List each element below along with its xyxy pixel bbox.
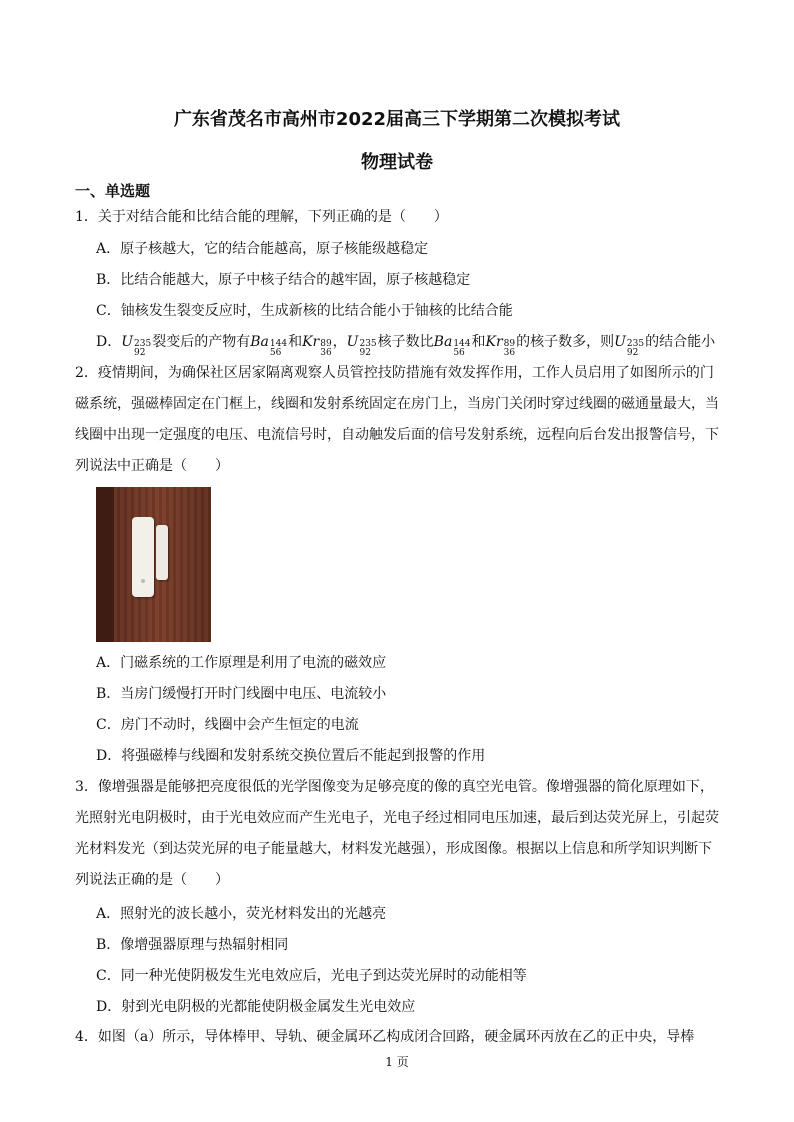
page-subtitle: 物理试卷	[361, 152, 433, 173]
page-title: 广东省茂名市高州市2022届高三下学期第二次模拟考试	[173, 109, 621, 130]
nuclide-barium: Ba 144 56	[433, 334, 471, 358]
door-frame-edge	[96, 487, 114, 642]
nuclide-uranium: U 235 92	[614, 334, 645, 358]
question-3-option-c: C．同一种光使阴极发生光电效应后，光电子到达荧光屏时的动能相等	[96, 968, 527, 984]
sensor-unit	[132, 517, 154, 597]
question-2-stem: 2．疫情期间，为确保社区居家隔离观察人员管控技防措施有效发挥作用，工作人员启用了如图所示的门磁系统，强磁棒固定在门框上，线圈和发射系统固定在房门上，当房门关闭时穿过线圈的磁通量最大，当线圈中出现一定强度的电压、电流信号时，自动触发后面的信号发射系统，远程向后台发出报警信号，下列说法中正确是（ ）	[75, 365, 719, 474]
question-4-stem: 4．如图（a）所示，导体棒甲、导轨、硬金属环乙构成闭合回路，硬金属环丙放在乙的正中央，导棒	[75, 1029, 695, 1045]
magnet-bar	[156, 525, 168, 580]
text-segment: 的结合能小	[645, 334, 716, 350]
nuclide-uranium: U 235 92	[346, 334, 377, 358]
section-heading: 一、单选题	[75, 182, 151, 200]
nuclide-barium: Ba 144 56	[250, 334, 288, 358]
nuclide-krypton: Kr 89 36	[485, 334, 516, 358]
question-2-option-d: D．将强磁棒与线圈和发射系统交换位置后不能起到报警的作用	[96, 748, 486, 764]
question-1-option-b: B．比结合能越大，原子中核子结合的越牢固，原子核越稳定	[96, 272, 471, 288]
question-2-option-c: C．房门不动时，线圈中会产生恒定的电流	[96, 717, 359, 733]
text-segment: 核子数比	[377, 334, 434, 350]
question-3-stem: 3．像增强器是能够把亮度很低的光学图像变为足够亮度的像的真空光电管。像增强器的简化原理如下，光照射光电阴极时，由于光电效应而产生光电子，光电子经过相同电压加速，最后到达荧光屏上，引起荧光材料发光（到达荧光屏的电子能量越大，材料发光越强），形成图像。根据以上信息和所学知识判断下列说法正确的是（ ）	[75, 779, 719, 888]
nuclide-krypton: Kr 89 36	[302, 334, 332, 358]
text-segment: 裂变后的产物有	[152, 334, 251, 350]
question-3-option-b: B．像增强器原理与热辐射相同	[96, 937, 289, 953]
text-segment: 的核子数多，则	[516, 334, 615, 350]
text-segment: ，	[332, 334, 347, 350]
text-segment: 和	[288, 334, 303, 350]
question-2-option-b: B．当房门缓慢打开时门线圈中电压、电流较小	[96, 686, 387, 702]
question-3-option-a: A．照射光的波长越小，荧光材料发出的光越亮	[96, 906, 387, 922]
question-1-option-c: C．铀核发生裂变反应时，生成新核的比结合能小于铀核的比结合能	[96, 303, 513, 319]
question-1-option-a: A．原子核越大，它的结合能越高，原子核能级越稳定	[96, 241, 429, 257]
question-2-option-a: A．门磁系统的工作原理是利用了电流的磁效应	[96, 655, 387, 671]
led-indicator	[141, 579, 145, 583]
question-3-option-d: D．射到光电阴极的光都能使阴极金属发生光电效应	[96, 999, 416, 1015]
door-magnet-photo	[96, 487, 211, 642]
text-segment: 和	[471, 334, 486, 350]
nuclide-uranium: U 235 92	[121, 334, 152, 358]
question-1-stem: 1．关于对结合能和比结合能的理解，下列正确的是（ ）	[75, 209, 448, 225]
question-1-option-d	[96, 331, 724, 358]
page-number: 1 页	[385, 1055, 409, 1069]
option-label: D．	[96, 334, 122, 350]
